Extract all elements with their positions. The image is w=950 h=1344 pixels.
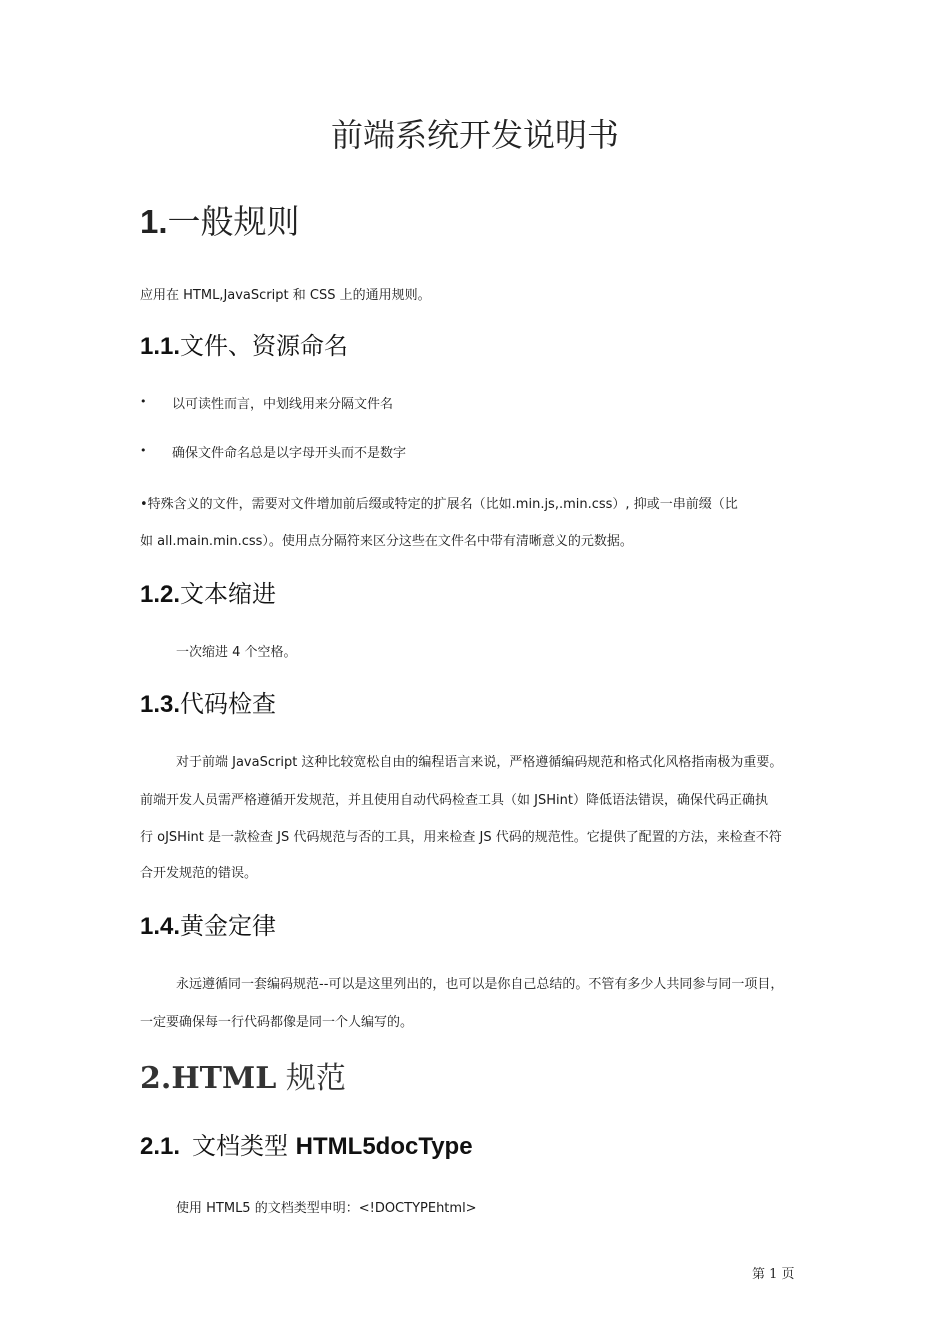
section-1-3-heading xyxy=(140,684,276,719)
section-2-1-number: 2.1. xyxy=(140,1133,181,1160)
section-1-4-line-1: 永远遵循同一套编码规范--可以是这里列出的，也可以是你自己总结的。不管有多少人共同参与同一项目， xyxy=(176,977,784,992)
section-1-1-paragraph-line-2: 如 all.main.min.css）。使用点分隔符来区分这些在文件名中带有清晰意义的元数据。 xyxy=(140,534,633,549)
section-1-3-title: 代码检查 xyxy=(180,690,277,718)
section-1-title: 一般规则 xyxy=(167,202,300,241)
section-1-2-number: 1.2. xyxy=(140,581,181,608)
bullet-item-2: 确保文件命名总是以字母开头而不是数字 xyxy=(172,446,407,461)
section-2-1-text: 使用 HTML5 的文档类型申明：<!DOCTYPEhtml> xyxy=(176,1201,477,1216)
section-2-1-title-en: HTML5docType xyxy=(295,1133,473,1160)
document-title: 前端系统开发说明书 xyxy=(330,116,619,154)
section-1-3-line-1: 对于前端 JavaScript 这种比较宽松自由的编程语言来说，严格遵循编码规范和格式化风格指南极为重要。 xyxy=(176,755,783,770)
section-1-3-line-4: 合开发规范的错误。 xyxy=(140,866,258,881)
section-2-title: 规范 xyxy=(276,1061,346,1096)
bullet-item-1: 以可读性而言，中划线用来分隔文件名 xyxy=(172,397,394,412)
section-1-3-number: 1.3. xyxy=(140,691,181,718)
section-1-4-line-2: 一定要确保每一行代码都像是同一个人编写的。 xyxy=(140,1015,414,1030)
bullet-marker: • xyxy=(140,395,147,408)
section-1-4-heading xyxy=(140,906,276,941)
section-1-4-title: 黄金定律 xyxy=(180,912,277,940)
section-1-intro: 应用在 HTML,JavaScript 和 CSS 上的通用规则。 xyxy=(140,288,431,303)
section-1-3-line-2: 前端开发人员需严格遵循开发规范，并且使用自动代码检查工具（如 JSHint）降低语法错误，确保代码正确执 xyxy=(140,793,768,808)
section-2-heading xyxy=(140,1053,346,1097)
section-1-number: 1. xyxy=(140,203,168,240)
section-2-1-heading xyxy=(140,1126,473,1161)
section-2-1-title-cn: 文档类型 xyxy=(192,1132,296,1160)
section-1-1-paragraph-line-1: •特殊含义的文件，需要对文件增加前后缀或特定的扩展名（比如.min.js,.min.css）, 抑或一串前缀（比 xyxy=(140,497,738,512)
page-number: 第 1 页 xyxy=(752,1267,795,1282)
section-1-2-heading xyxy=(140,574,276,609)
bullet-marker: • xyxy=(140,444,147,457)
section-1-4-number: 1.4. xyxy=(140,913,181,940)
section-1-1-number: 1.1. xyxy=(140,333,181,360)
section-2-number: 2.HTML xyxy=(140,1061,277,1096)
section-1-1-heading xyxy=(140,326,348,361)
section-1-1-title: 文件、资源命名 xyxy=(180,332,349,360)
section-1-2-title: 文本缩进 xyxy=(180,580,277,608)
section-1-2-text: 一次缩进 4 个空格。 xyxy=(176,645,297,660)
section-1-3-line-3: 行 oJSHint 是一款检查 JS 代码规范与否的工具，用来检查 JS 代码的规范性。它提供了配置的方法，来检查不符 xyxy=(140,830,782,845)
section-1-heading xyxy=(140,196,300,243)
